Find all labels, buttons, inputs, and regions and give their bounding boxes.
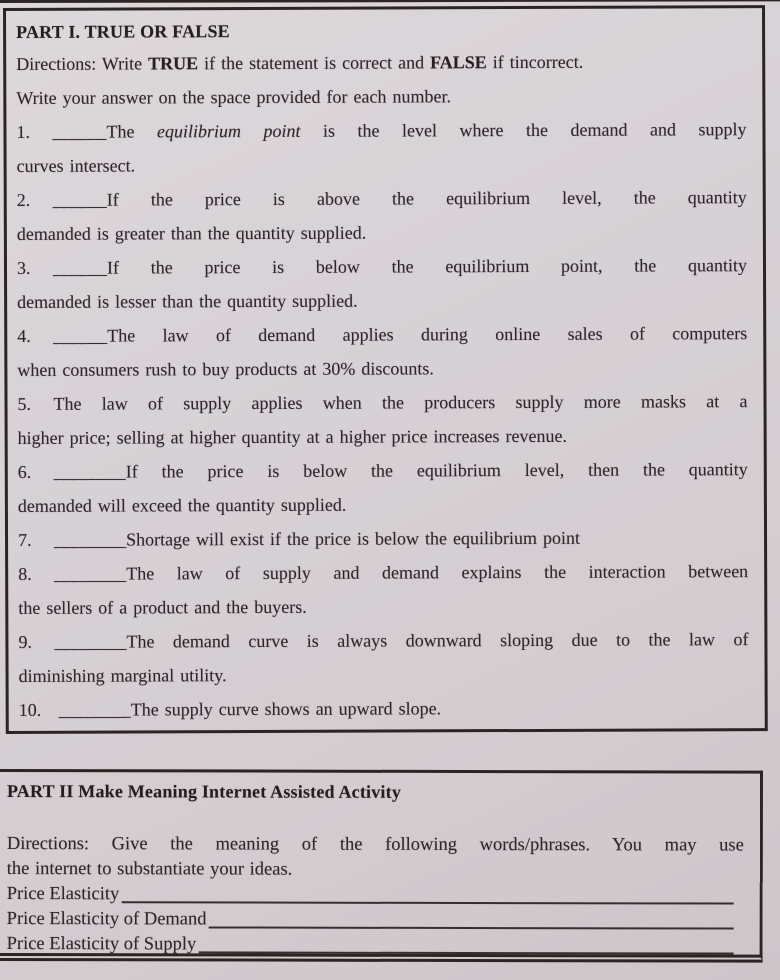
text-line [18,588,748,625]
text-line [17,214,747,251]
answer-blank: ________ [53,461,126,482]
answer-blank: ______ [53,325,108,346]
item-number: 6. [17,461,32,482]
item-text: The supply curve shows an upward slope. [130,698,442,720]
item-text: demanded is greater than the quantity supplied. [16,222,367,244]
item-number: 9. [18,631,32,652]
tf-item [18,520,748,557]
part2-section [0,769,763,963]
part2-directions [7,832,744,884]
item-number: 8. [18,563,32,584]
part1-items [16,112,748,727]
item-text: curves intersect. [16,155,136,176]
item-text: if tincorrect. [486,51,584,73]
field-label: Price Elasticity of Supply [6,934,197,955]
tf-item [16,112,746,183]
answer-blank: ________ [58,699,131,720]
item-text: The [106,121,158,142]
item-text: Shortage will exist if the price is below the equilibrium point [126,527,580,550]
item-text: FALSE [430,52,487,73]
answer-blank: ______ [52,257,108,278]
text-line [17,350,747,387]
answer-line [121,900,733,904]
text-line [7,857,744,884]
text-line [18,520,748,557]
answer-blank: ________ [54,563,127,584]
item-text: demanded is lesser than the quantity supplied. [17,290,358,312]
item-text: is the level where the demand and supply [300,119,747,141]
item-text: if the statement is correct and [198,52,431,74]
item-number: 5. [17,393,32,414]
item-text: The law of supply and demand explains the interaction between [126,561,749,584]
answer-line [198,950,733,954]
field-row [7,882,744,909]
text-line [18,486,748,523]
part1-title: PART I. TRUE OR FALSE [16,21,230,42]
item-number: 4. [17,325,31,346]
part2-title: PART II Make Meaning Internet Assisted Activity [6,781,402,802]
part1-section [3,5,768,734]
item-text: If the price is below the equilibrium level, then the quantity [125,459,748,482]
item-text: TRUE [148,53,199,74]
item-text: the sellers of a product and the buyers. [18,596,307,618]
text-line [17,248,747,285]
answer-line [209,925,734,929]
text-line [19,690,749,727]
answer-blank: ______ [52,189,107,210]
tf-item [17,248,747,319]
item-number: 3. [16,257,31,278]
item-text: equilibrium point [156,120,301,142]
page-top-edge [0,0,780,3]
text-line [17,146,747,183]
item-text: when consumers rush to buy products at 30% discounts. [17,358,434,380]
tf-item [17,180,747,251]
item-text: Directions: Give the meaning of the following words/phrases. You may use [6,834,744,856]
answer-blank: ______ [52,121,107,142]
text-line [17,282,747,319]
answer-blank: ________ [54,631,127,652]
text-line [17,180,747,217]
text-line [16,44,746,81]
tf-item [19,690,749,727]
item-text: The law of demand applies during online sales of computers [107,323,748,346]
tf-item [17,316,747,387]
part2-fields [7,882,744,959]
text-line [16,112,746,149]
tf-item [17,384,747,455]
field-label: Price Elasticity [6,884,120,905]
item-number: 2. [16,189,31,210]
item-number: 7. [18,529,32,550]
item-text: the internet to substantiate your ideas. [6,859,293,880]
item-text: If the price is above the equilibrium level, the quantity [106,187,747,210]
field-row [7,907,744,934]
item-text: The demand curve is always downward sloping due to the law of [126,629,749,652]
part1-directions [16,44,746,115]
text-line [16,78,746,115]
field-label: Price Elasticity of Demand [6,909,207,930]
text-line [18,452,748,489]
answer-blank: ________ [54,529,127,550]
tf-item [18,622,748,693]
item-text: If the price is below the equilibrium point, the quantity [106,255,748,278]
item-text: Write your answer on the space provided for each number. [16,86,452,108]
text-line [17,384,747,421]
text-line [7,832,744,859]
item-text: The law of supply applies when the producers supply more masks at a [53,391,748,414]
item-text: demanded will exceed the quantity supplied. [17,494,347,516]
text-line [18,554,748,591]
item-number: 1. [16,121,31,142]
item-text: Directions: Write [16,53,149,74]
text-line [17,316,747,353]
field-row [7,932,744,959]
text-line [18,622,748,659]
tf-item [18,554,748,625]
item-text: higher price; selling at higher quantity at a higher price increases revenue. [17,425,567,448]
text-line [18,656,748,693]
tf-item [18,452,748,523]
item-text: diminishing marginal utility. [18,665,227,686]
text-line [18,418,748,455]
item-number: 10. [18,699,42,720]
